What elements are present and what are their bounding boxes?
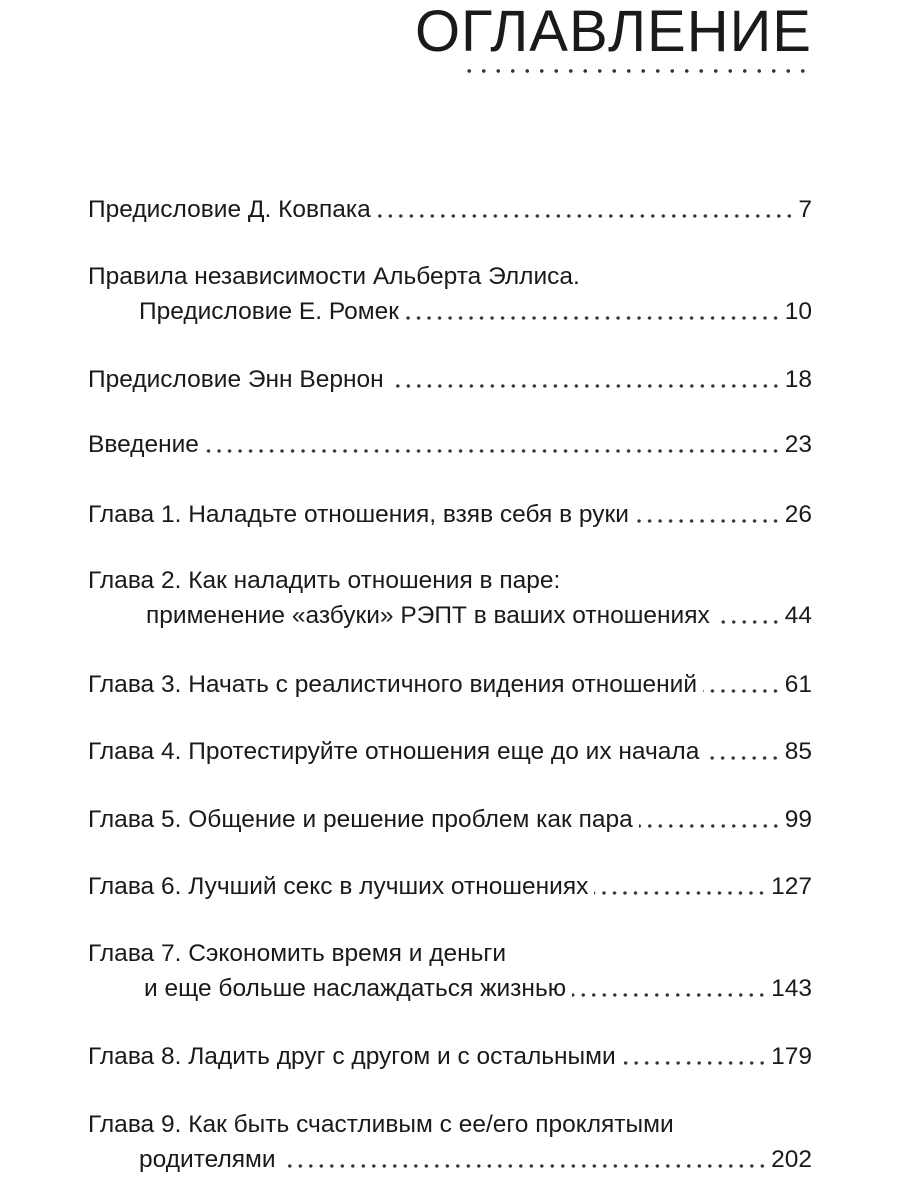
toc-entry-title: Глава 5. Общение и решение проблем как пара	[88, 806, 633, 833]
toc-line	[88, 869, 812, 905]
toc-line	[88, 427, 812, 463]
toc-entry-title: Предисловие Д. Ковпака	[88, 196, 371, 223]
toc-line	[146, 598, 812, 634]
toc-entry-title: Глава 6. Лучший секс в лучших отношениях	[88, 873, 589, 900]
toc-entry-title: Глава 9. Как быть счастливым с ее/его проклятыми	[88, 1111, 674, 1138]
toc-entry-title: Правила независимости Альберта Эллиса.	[88, 263, 580, 290]
toc-line	[88, 936, 506, 972]
toc-line	[88, 497, 812, 533]
toc-page-number: 127	[771, 873, 812, 900]
dot-leader	[405, 314, 781, 322]
toc-page-number: 85	[784, 738, 812, 765]
title-dotted-rule	[462, 66, 812, 76]
toc-page-number: 7	[798, 196, 812, 223]
dot-leader	[639, 822, 781, 830]
toc-entry-title: Предисловие Энн Вернон	[88, 366, 384, 393]
toc-entry-title: Глава 4. Протестируйте отношения еще до их начала	[88, 738, 700, 765]
dot-leader	[635, 517, 781, 525]
toc-entry-title-cont: Предисловие Е. Ромек	[139, 298, 399, 325]
toc-line	[88, 734, 812, 770]
toc-page-number: 179	[771, 1043, 812, 1070]
toc-line	[88, 1107, 674, 1143]
toc-page-number: 44	[784, 602, 812, 629]
toc-entry-title: Глава 7. Сэкономить время и деньги	[88, 940, 507, 967]
toc-entry-title-cont: и еще больше наслаждаться жизнью	[144, 975, 567, 1002]
toc-entry-title: Глава 2. Как наладить отношения в паре:	[88, 567, 561, 594]
dot-leader	[594, 889, 767, 897]
toc-entry-title: Глава 3. Начать с реалистичного видения отношений	[88, 671, 698, 698]
toc-page-number: 99	[784, 806, 812, 833]
toc-line	[88, 192, 812, 228]
toc-line	[88, 1039, 812, 1075]
toc-entry-title-cont: применение «азбуки» РЭПТ в ваших отношениях	[146, 602, 710, 629]
page-title: ОГЛАВЛЕНИЕ	[414, 0, 812, 64]
toc-line	[88, 802, 812, 838]
toc-entry-title: Введение	[88, 431, 199, 458]
toc-line	[139, 1142, 812, 1178]
toc-entry-title: Глава 1. Наладьте отношения, взяв себя в руки	[88, 501, 629, 528]
dot-leader	[622, 1059, 767, 1067]
toc-line	[88, 259, 580, 295]
dot-leader	[205, 447, 781, 455]
toc-page-number: 61	[784, 671, 812, 698]
dot-leader	[703, 687, 781, 695]
toc-line	[144, 971, 812, 1007]
toc-page-number: 23	[784, 431, 812, 458]
toc-page-number: 202	[771, 1146, 812, 1173]
toc-entry-title-cont: родителями	[139, 1146, 276, 1173]
toc-line	[88, 563, 560, 599]
dot-leader	[377, 212, 795, 220]
toc-page-number: 18	[784, 366, 812, 393]
toc-page-number: 10	[784, 298, 812, 325]
toc-line	[139, 294, 812, 330]
dot-leader	[390, 382, 781, 390]
dot-leader	[282, 1162, 768, 1170]
dot-leader	[572, 991, 767, 999]
dot-leader	[716, 618, 781, 626]
dot-leader	[705, 754, 780, 762]
toc-page-number: 143	[771, 975, 812, 1002]
toc-entry-title: Глава 8. Ладить друг с другом и с остальными	[88, 1043, 616, 1070]
toc-page-number: 26	[784, 501, 812, 528]
toc-line	[88, 362, 812, 398]
toc-line	[88, 667, 812, 703]
